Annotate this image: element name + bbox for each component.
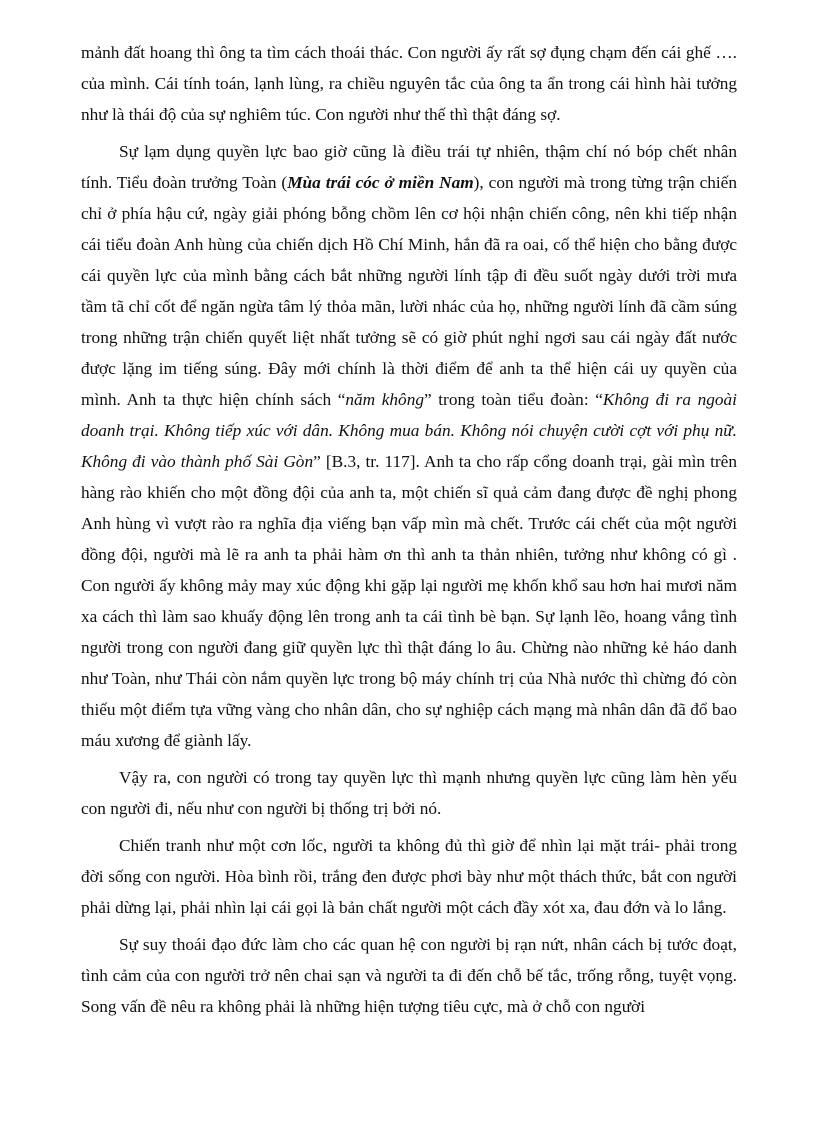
work-title: Mùa trái cóc ở miền Nam xyxy=(287,173,474,192)
document-page xyxy=(81,37,737,1022)
policy-name: năm không xyxy=(345,390,424,409)
paragraph-text: ” [B.3, tr. 117]. Anh ta cho rấp cổng doanh trại, gài mìn trên hàng rào khiến cho một đồng đội của anh ta, một chiến sĩ quả cảm đang được đề nghị phong Anh hùng vì vượt rào ra nghĩa địa viếng bạn vấp mìn mà chết. Trước cái chết của một người đồng đội, người mà lẽ ra anh ta phải hàm ơn thì anh ta thản nhiên, tưởng như không có gì . Con người ấy không mảy may xúc động khi gặp lại người mẹ khốn khổ sau hơn hai mươi năm xa cách thì làm sao khuấy động lên trong anh ta cái tình bè bạn. Sự lạnh lẽo, hoang vắng tình người trong con người đang giữ quyền lực thì thật đáng lo âu. Chừng nào những kẻ háo danh như Toàn, như Thái còn nắm quyền lực trong bộ máy chính trị của Nhà nước thì chừng đó còn thiếu một điểm tựa vững vàng cho nhân dân, cho sự nghiệp cách mạng mà nhân dân đã đổ bao máu xương để giành lấy. xyxy=(81,452,737,750)
paragraph-text: ” trong toàn tiểu đoàn: “ xyxy=(423,390,603,409)
paragraph-text: Sự lạm dụng quyền lực bao giờ cũng là điều trái tự nhiên, thậm chí nó bóp chết nhân tính. Tiểu đoàn trưởng Toàn ( xyxy=(81,142,737,192)
paragraph-text: ), con người mà trong từng trận chiến chỉ ở phía hậu cứ, ngày giải phóng bỗng chồm lên cơ hội nhận chiến công, nên khi tiếp nhận cái tiểu đoàn Anh hùng của chiến dịch Hồ Chí Minh, hắn đã ra oai, cố thể hiện cho bằng được cái quyền lực của mình bằng cách bắt những người lính tập đi đều suốt ngày dưới trời mưa tầm tã chỉ cốt để ngăn ngừa tâm lý thỏa mãn, lười nhác của họ, những người lính đã cầm súng trong những trận chiến quyết liệt nhất tưởng sẽ có giờ phút nghỉ ngơi sau cái ngày đất nước được lặng im tiếng súng. Đây mới chính là thời điểm để anh ta thể hiện cái uy quyền của mình. Anh ta thực hiện chính sách “ xyxy=(81,173,737,409)
paragraph-power-weakens: Vậy ra, con người có trong tay quyền lực thì mạnh nhưng quyền lực cũng làm hèn yếu con người đi, nếu như con người bị thống trị bởi nó. xyxy=(81,768,737,818)
paragraph-power-abuse xyxy=(81,136,737,756)
paragraph-war-whirlwind: Chiến tranh như một cơn lốc, người ta không đủ thì giờ để nhìn lại mặt trái- phải trong đời sống con người. Hòa bình rồi, trắng đen được phơi bày như một thách thức, bắt con người phải dừng lại, phải nhìn lại cái gọi là bản chất người một cách đầy xót xa, đau đớn và lo lắng. xyxy=(81,836,737,917)
quoted-text: Không đi ra ngoài doanh trại. Không tiếp xúc với dân. Không mua bán. Không nói chuyện cười cợt với phụ nữ. Không đi vào thành phố Sài Gòn xyxy=(81,390,737,471)
paragraph-moral-decline: Sự suy thoái đạo đức làm cho các quan hệ con người bị rạn nứt, nhân cách bị tước đoạt, tình cảm của con người trở nên chai sạn và người ta đi đến chỗ bế tắc, trống rỗng, tuyệt vọng. Song vấn đề nêu ra không phải là những hiện tượng tiêu cực, mà ở chỗ con người xyxy=(81,935,737,1016)
paragraph-continuation: mảnh đất hoang thì ông ta tìm cách thoái thác. Con người ấy rất sợ đụng chạm đến cái ghế …. của mình. Cái tính toán, lạnh lùng, ra chiều nguyên tắc của ông ta ẩn trong cái hình hài tưởng như là thái độ của sự nghiêm túc. Con người như thế thì thật đáng sợ. xyxy=(81,43,737,124)
